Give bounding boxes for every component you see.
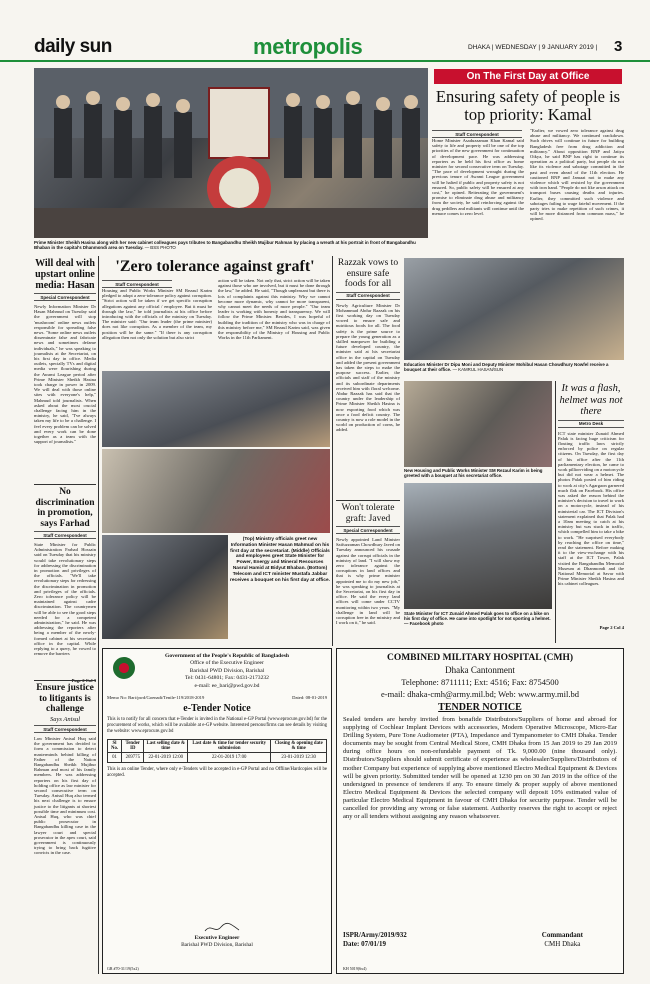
ministry-photo-bottom-left (102, 535, 228, 639)
razzak-byline: Staff Correspondent (336, 292, 400, 300)
cmh-ref: KH 5019(6x4) (343, 966, 367, 971)
housing-photo (404, 381, 552, 467)
kamal-article (432, 128, 624, 252)
graft-byline: Staff Correspondent (102, 280, 172, 288)
ministry-photo-top (102, 371, 330, 447)
education-caption (404, 362, 624, 378)
flash-headline: It was a flash, helmet was not there (559, 383, 623, 417)
anisul-body: Law Minister Anisul Huq said the government has decided to form a commission to detect masterminds behind killing of Father of the Nation Bangabandhu Sheikh Mujibur Rahman and most of his family members. He was addressing reporters on his first day of holding office as law minister for second consecutive term on Tuesday. Anisul Huq also termed his next challenge is to ensure justice to the litigants at shortest possible time and minimum cost. Anisul Huq, who was chief public prosecutor in Bangabandhu killing case in the lawyer court and special prosecutor in the apex court, said government is continuously trying to bring back fugitive convicts in the case. (34, 736, 96, 856)
main-caption-text: Prime Minister Sheikh Hasina along with her new cabinet colleagues pays tributes to Bangabandhu Sheikh Mujibur Rahman by placing a wreath at his portrait in front of Bangabandhu Bhaban in the capital's Dhanmondi area on Tuesday. (34, 240, 416, 250)
hasan-byline: Special Correspondent (34, 293, 96, 301)
farhad-byline: Staff Correspondent (34, 531, 96, 539)
main-photo-caption (34, 240, 428, 252)
flash-article (558, 383, 624, 645)
pwd-line2: Office of the Executive Engineer (190, 660, 264, 667)
farhad-continued: Page 2 Col 3 (71, 678, 96, 683)
kamal-col1: Home Minister Asaduzzaman Khan Kamal said safety to life and property will be one of the top priorities of the new government for continuation of development pace. He was addressing reporters as he held his first office as home minister for second consecutive term on Tuesday. "The pace of development wrought during the previous tenure of Awami League government will be halted if public and property safety is not ensured. So, public safety will be ensured at any cost," he opined. Reiterating the government's promise to eliminate drug abuse and militancy from the society, he said reinforcing against the drug peddlers and militants will continue until the menace comes to zero level. (432, 138, 524, 216)
anisul-subhead: Says Anisul (49, 715, 81, 723)
pwd-tender-table (107, 739, 327, 763)
page-number: 3 (614, 38, 623, 55)
pwd-table-header: Tender ID (122, 740, 144, 753)
pwd-line5: e-mail: ee_bari@pwd.gov.bd (194, 682, 260, 689)
anisul-article (34, 680, 96, 976)
cmh-place: Dhaka Cantonment (445, 665, 515, 675)
cmh-ispr: ISPR/Army/2019/932 (343, 931, 407, 939)
ministry-photo-middle (102, 449, 330, 533)
housing-caption: New Housing and Public Works Minister SM Rezaul Karim is being greeted with a bouquet at his secretariat office. (404, 468, 543, 478)
pwd-table-cell: 23-01-2019 12:30 (271, 753, 327, 763)
cmh-email: e-mail: dhaka-cmh@army.mil.bd; Web: www.army.mil.bd (381, 689, 579, 699)
pwd-table-header: Sl No. (108, 740, 122, 753)
razzak-headline: Razzak vows to ensure safe foods for all (337, 258, 399, 289)
anisul-headline: Ensure justice to litigants is challenge (36, 683, 94, 714)
pwd-table-row (108, 753, 327, 763)
farhad-body: State Minister for Public Administration Farhad Hossain said on Tuesday that his ministry would take revolutionary steps for addressing the discrimination in promotion and privileges of the officials. "We'll take revolutionary steps for redressing the discrimination in promotion and privileges of the officials. Zero tolerance policy will be maintained against cadre discrimination. The countrymen will be able to see the good steps needed for a competent administration," he said. He was addressing the reporters after being a member of the newly-formed cabinet at his secretariat office in the capital. While replying to a query, he vowed to remove the barriers (34, 542, 96, 657)
cmh-date: Date: 07/01/19 (343, 940, 386, 948)
paper-name: daily sun (34, 36, 112, 57)
pwd-intro: This is to notify for all concern that e-Tender is invited in the National e-GP Portal (www.eprocure.gov.bd) for the procurement of works, which will be available at e-GP website. Interested persons/firms can see details by visiting the website: www.eprocure.gov.bd (107, 717, 327, 735)
section-name: metropolis (253, 34, 363, 59)
graft-headline: 'Zero tolerance against graft' (115, 258, 315, 275)
pwd-table-header: Closing & opening date & time (271, 740, 327, 753)
ministry-photo-caption (230, 537, 330, 641)
masthead (0, 0, 650, 62)
pwd-ref: GR #70-31/19(5x2) (107, 966, 139, 971)
main-photo-credit: — BSS PHOTO (144, 245, 176, 250)
razzak-article (336, 258, 400, 498)
pwd-notice-title: e-Tender Notice (183, 703, 251, 715)
kamal-byline: Staff Correspondent (432, 130, 522, 138)
javed-headline: Won't tolerate graft: Javed (341, 503, 395, 524)
pwd-date: Dated: 08-01-2019 (292, 695, 327, 701)
pwd-line1: Government of the People's Republic of Bangladesh (165, 653, 289, 659)
dateline: DHAKA | WEDNESDAY | 9 JANUARY 2019 | (468, 44, 598, 51)
palak-caption-text: State Minister for ICT Zunaid Ahmed Palak goes to office on a bike on his first day of office. He came into spotlight for not sporting a helmet. (404, 611, 551, 621)
farhad-headline: No discrimination in promotion, says Farhad (35, 487, 95, 529)
pwd-table-cell: 01 (108, 753, 122, 763)
palak-caption (404, 611, 552, 633)
hasan-body: Newly Information Minister Dr Hasan Mahmud on Tuesday said the government will stop 'mushroom' online news outlets responsible for spreading false news. "Some online news outlets disseminate false and fabricate news and sometimes defame individuals," he was speaking to journalists at the Secretariat, on his first day in office. Media outlets, specially TVs and digital media were flourishing during the Awami League period after Prime Minister Sheikh Hasina took charge in power in 2009. We will deal with those online sites with everyone's help," Mahmud told journalists. When asked about the most crucial challenge facing him in the ministry, he said, "I've always taken my life to be a challenge. I feel every problem can be solved and every work can be done together as a team with the support of journalists." (34, 304, 96, 445)
cmh-signer-org: CMH Dhaka (544, 940, 581, 948)
anisul-byline: Staff Correspondent (34, 725, 96, 733)
pwd-table-header: Last date & time for tender security submission (188, 740, 271, 753)
palak-photo (404, 483, 552, 609)
first-day-banner: On The First Day at Office (434, 69, 622, 84)
pwd-tender-ad (102, 648, 332, 974)
cmh-signer: Commandant (541, 931, 583, 939)
pwd-emblem (113, 657, 135, 679)
farhad-article (34, 484, 96, 683)
cmh-title: COMBINED MILITARY HOSPITAL (CMH) (386, 653, 574, 663)
education-caption-text: Education Minister Dr Dipu Moni and Deputy Minister Mohibul Hasan Chowdhury Nowfel receive a bouquet at their office. (404, 362, 609, 372)
pwd-table-cell: 269775 (122, 753, 144, 763)
flash-byline: Metro Desk (558, 420, 624, 428)
kamal-col2: "Earlier, we vowed zero tolerance against drug abuse and militancy. We continued crackdown. Such drives will continue in future for building Bangladesh free from drug addiction and militancy." About opposition BNP and Jatiya Oikya, he said BNP has right to continue its operation as a political party, but people do not like its violence and sabotage committed in the past and even ahead of the 11th election. He cautioned BNP and Jamaat not to make any violence which will resisted by the government with iron hand. "People do not like arson attack on transport buses causing deaths and injuries. Earlier, they committed such violence and sabotages failing to wage fateful movement. If the party tries to make repetition of such crimes, it will be more distanced from common mass," he opined. (530, 128, 624, 222)
javed-byline: Special Correspondent (336, 526, 400, 534)
ministry-caption-text: (Top) Ministry officials greet new Information Minister Hasan Mahmud on his first day at the secretariat. (Middle) Officials and employees greet State Minister for Power, Energy and Mineral Resources Nasrul Hamid at Bidyut Bhaban. (Bottom) Telecom and ICT minister Mustafa Jabbar receives a bouquet on his first day at office. (230, 537, 330, 583)
javed-article (336, 500, 400, 644)
tribute-scene-image (34, 68, 428, 238)
kamal-headline: Ensuring safety of people is top priority: Kamal (435, 87, 621, 124)
education-credit: — KAMRUL HASAN/SUN (452, 367, 504, 372)
hasan-article (34, 258, 96, 480)
pwd-table-cell: 22-01-2019 17:00 (188, 753, 271, 763)
pwd-table-header: Last selling date & time (144, 740, 188, 753)
cmh-tender-ad (336, 648, 624, 974)
flash-body: ICT state minister Zunaid Ahmed Palak is facing huge criticism for flouting traffic laws strictly enforced by police on regular citizens. On Tuesday, the first day of his office after the 11th parliamentary election, he came to work pillion-riding on a motorcycle but did not wear a helmet. The photos Palak posted of him riding to work at city's Agargaon garnered much flak on Facebook. His office was asked the reason behind the minister's decision to travel to work on a motorcycle, instead of his ministerial car. The ICT Division's statement explained that Palak had a 10am meeting to catch at his ministry but was stuck in traffic, which compelled him to take a bike to work. "He surprised everybody by reaching the office on time," read the statement. Before making it to the view-exchange with his staff at the ICT Tower, Palak visited the Bangabandhu Memorial Museum at Dhanmondi and the National Memorial at Savar with Prime Minister Sheikh Hasina and his cabinet colleagues. (558, 430, 624, 587)
education-photo (404, 258, 624, 360)
graft-article (102, 278, 330, 368)
cmh-body: Sealed tenders are hereby invited from bonafide Distributors/Suppliers of home and abroad for supplying of Cochlear Implant Devices with accessories, Modern Operative Microscope, Micro-Ear Drilling System, Pure Tone Audiometer (PTA), Impedance and Tympanometer to CMH Dhaka. Tender documents may be sought from Central Medical Store, CMH Dhaka from 15 Jan 2019 to 29 Jan 2019 during office hours on non-refundable payment of Tk. 9,000.00 (nine thousand only). Distributors/Suppliers should submit certificate of experience as wholesaler/Suppliers/Distributors of mother Company but experience of supplying above mentioned Electro Medical Equipment & Devices will be given priority. Submitted tender will be opened at 1230 pm on 30 Jan 2019 in the office of the undersigned in presence of tenderers if any. To ensure timely & proper supply of above mentioned Electro Medical Equipment & Devices the selected company will deposit 10% estimated value of particular Electro Medical Equipment in favour of CMH Dhaka for security purpose. Tender will be cancelled for providing any wrong or false statement. Authority reserves the right to accept or reject any or all tenders without assigning any reason whatsoever. (343, 716, 617, 821)
javed-body: Newly appointed Land Minister Saifuzzaman Chowdhury Javed on Tuesday announced his crusade against the corrupt officials in the ministry of land. "I will show my zero tolerance against the corruptions in land offices and that is why prime minister appointed me to do my new job," he was speaking to journalists at the Secretariat, on his first day in office. He said the every land offices will come under CCTV monitoring within two years. "My challenge in land will be corruption free in the ministry and I work on it," he said. (336, 537, 400, 626)
pwd-sig-title: Executive Engineer (194, 935, 240, 941)
pwd-sig-org: Barishal PWD Division, Barishal (181, 942, 253, 948)
pwd-memo: Memo No: Bari/pwd/Goenadi/Tenile-119/2018-2019 (107, 695, 205, 701)
razzak-body: Newly Agriculture Minister Dr Mohammad Abdur Razzak on his first working day on Tuesday vowed to ensure safe and nutritious foods for all. The food safety is the prime source to prepare the young generation as a skilled manpower for building a future developed country, the minister said at his secretariat office in the capital on Tuesday and added the present government has taken the steps to make the purpose success. Earlier, the officials and staff of the ministry and its subordinate departments received him with floral welcome. Abdur Razzak has said that the country under the leadership of Prime Minister Sheikh Hasina is now exporting food which was once a food deficit country. The country is now a role model in the world on production of corns, he added. (336, 302, 400, 433)
palak-credit: — Facebook photo (404, 621, 444, 626)
pwd-table-cell: 22-01-2019 12:00 (144, 753, 188, 763)
hasan-headline: Will deal with upstart online media: Hasan (35, 258, 95, 291)
pwd-line4: Tel: 0431-64801; Fax: 0431-2173232 (185, 675, 269, 682)
pwd-line3: Barishal PWD Division, Barishal (189, 667, 265, 674)
flash-continued: Page 2 Col 4 (599, 624, 624, 630)
graft-col2: action will be taken. Not only that, strict action will be taken against those who are involved, but it must be done through the law," he added. He said, "Though unpleasant but there is lots of complaints against this ministry. Why we cannot become more dynamic, why cannot be more transparent, why cannot meet the needs of more people." "Our team leader is working with honesty and transparency. We will follow the Prime Minister. Besides, I was hopeful of building the tradition of the ministry who was in charge of this ministry before me," SM Rezaul Karim said, was given the responsibility of the Ministry of Housing and Public Works in the 11th Parliament. (218, 278, 330, 341)
main-photo (34, 68, 428, 238)
cmh-phone: Telephone: 8711111; Ext: 4516; Fax: 8754500 (401, 677, 559, 687)
pwd-footer: This is an online Tender, where only e-Tenders will be accepted in e-GP Portal and no Offline/Hardcopies will be accepted. (107, 767, 327, 779)
cmh-notice-title: TENDER NOTICE (438, 702, 522, 713)
graft-col1: Housing and Public Works Minister SM Rezaul Karim pledged to adopt a zero-tolerance policy against corruption. "Strict action will be taken if we get specific corruption allegations against any official / employee. But it must be through the law," he told journalists at his office before introducing with the officials of the ministry on Tuesday. The minister said: "Our team leader (the prime minister) does not like corruption. As a member of the team, my position will be the same." "If there is any corruption allegation then not only the solution but also strict (102, 288, 212, 340)
pwd-signature (203, 921, 243, 933)
